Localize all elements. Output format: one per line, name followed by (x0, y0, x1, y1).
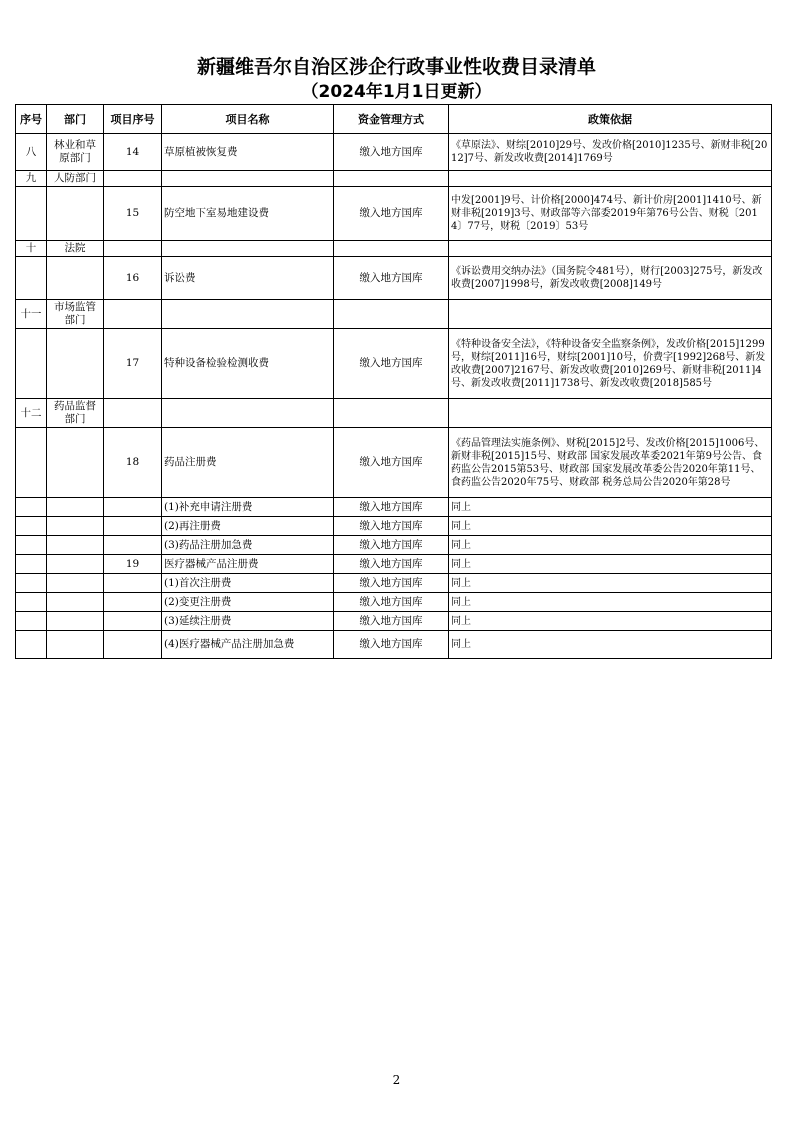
cell-dept (47, 428, 104, 498)
cell-item-seq (104, 498, 162, 517)
cell-dept: 林业和草原部门 (47, 134, 104, 171)
cell-item-name: (3)延续注册费 (162, 612, 334, 631)
table-row (16, 498, 772, 517)
table-header-row (16, 105, 772, 134)
cell-seq (16, 536, 47, 555)
cell-seq (16, 257, 47, 300)
policy-basis-text: 《诉讼费用交纳办法》（国务院令481号），财行[2003]275号，新发改收费[2007]1998号，新发改收费[2008]149号 (451, 266, 763, 290)
cell-item-seq (104, 399, 162, 428)
cell-item-seq: 18 (104, 428, 162, 498)
cell-seq: 八 (16, 134, 47, 171)
table-row (16, 555, 772, 574)
cell-dept (47, 187, 104, 241)
cell-policy-basis (449, 187, 772, 241)
table-row (16, 428, 772, 498)
table-row (16, 536, 772, 555)
cell-policy-basis (449, 399, 772, 428)
cell-dept (47, 555, 104, 574)
table-row (16, 134, 772, 171)
cell-dept (47, 536, 104, 555)
table-row (16, 631, 772, 659)
table-row (16, 300, 772, 329)
cell-item-name: 医疗器械产品注册费 (162, 555, 334, 574)
cell-dept (47, 257, 104, 300)
cell-item-seq: 15 (104, 187, 162, 241)
cell-item-seq (104, 612, 162, 631)
header-dept: 部门 (47, 105, 104, 134)
cell-item-seq (104, 631, 162, 659)
cell-dept (47, 574, 104, 593)
cell-item-name: (1)补充申请注册费 (162, 498, 334, 517)
cell-policy-basis (449, 428, 772, 498)
table-row (16, 187, 772, 241)
policy-basis-text: 同上 (451, 615, 471, 627)
cell-seq (16, 612, 47, 631)
header-seq: 序号 (16, 105, 47, 134)
cell-fund-mgmt: 缴入地方国库 (334, 555, 449, 574)
policy-basis-text: 同上 (451, 577, 471, 589)
cell-policy-basis (449, 300, 772, 329)
cell-item-seq: 14 (104, 134, 162, 171)
cell-item-seq (104, 171, 162, 187)
cell-fund-mgmt: 缴入地方国库 (334, 498, 449, 517)
policy-basis-text: 同上 (451, 501, 471, 513)
cell-seq (16, 498, 47, 517)
cell-dept (47, 612, 104, 631)
cell-seq: 十一 (16, 300, 47, 329)
cell-item-seq: 17 (104, 329, 162, 399)
cell-fund-mgmt: 缴入地方国库 (334, 428, 449, 498)
cell-item-name: (2)变更注册费 (162, 593, 334, 612)
document-title: 新疆维吾尔自治区涉企行政事业性收费目录清单 (196, 56, 596, 78)
cell-seq (16, 574, 47, 593)
cell-item-name: (3)药品注册加急费 (162, 536, 334, 555)
cell-policy-basis (449, 241, 772, 257)
cell-policy-basis (449, 171, 772, 187)
cell-dept (47, 517, 104, 536)
cell-dept (47, 329, 104, 399)
cell-fund-mgmt: 缴入地方国库 (334, 187, 449, 241)
cell-item-seq: 19 (104, 555, 162, 574)
cell-policy-basis (449, 329, 772, 399)
table-row (16, 574, 772, 593)
fee-catalog-table (15, 104, 772, 659)
cell-policy-basis (449, 498, 772, 517)
cell-fund-mgmt (334, 399, 449, 428)
cell-item-name: (4)医疗器械产品注册加急费 (162, 631, 334, 659)
table-row (16, 593, 772, 612)
cell-dept: 法院 (47, 241, 104, 257)
cell-item-seq (104, 241, 162, 257)
cell-item-name (162, 300, 334, 329)
cell-item-name: 特种设备检验检测收费 (162, 329, 334, 399)
cell-fund-mgmt (334, 241, 449, 257)
cell-item-seq (104, 536, 162, 555)
cell-dept: 人防部门 (47, 171, 104, 187)
page-number: 2 (392, 1073, 401, 1087)
cell-policy-basis (449, 612, 772, 631)
cell-dept (47, 593, 104, 612)
cell-seq (16, 593, 47, 612)
cell-seq (16, 631, 47, 659)
cell-policy-basis (449, 134, 772, 171)
cell-fund-mgmt: 缴入地方国库 (334, 631, 449, 659)
cell-seq: 十二 (16, 399, 47, 428)
policy-basis-text: 同上 (451, 558, 471, 570)
cell-item-seq (104, 593, 162, 612)
cell-seq (16, 329, 47, 399)
cell-fund-mgmt: 缴入地方国库 (334, 134, 449, 171)
cell-fund-mgmt: 缴入地方国库 (334, 574, 449, 593)
cell-fund-mgmt: 缴入地方国库 (334, 612, 449, 631)
cell-dept: 药品监督部门 (47, 399, 104, 428)
table-row (16, 399, 772, 428)
cell-item-name: 防空地下室易地建设费 (162, 187, 334, 241)
cell-item-name: 药品注册费 (162, 428, 334, 498)
cell-fund-mgmt: 缴入地方国库 (334, 536, 449, 555)
cell-dept (47, 498, 104, 517)
cell-item-name (162, 241, 334, 257)
cell-item-seq (104, 574, 162, 593)
header-item-name: 项目名称 (162, 105, 334, 134)
table-row (16, 257, 772, 300)
cell-policy-basis (449, 631, 772, 659)
policy-basis-text: 《特种设备安全法》，《特种设备安全监察条例》，发改价格[2015]1299号，财综[2011]16号，财综[2001]10号，价费字[1992]268号、新发改收费[2007]2167号、新发改收费[2010]269号、新财非税[2011]4号、新发改收费[2011]1738号、新发改收费[2018]585号 (451, 338, 766, 389)
cell-policy-basis (449, 555, 772, 574)
cell-policy-basis (449, 574, 772, 593)
document-subtitle: （2024年1月1日更新） (301, 82, 492, 102)
policy-basis-text: 《草原法》、财综[2010]29号、发改价格[2010]1235号、新财非税[2012]7号、新发改收费[2014]1769号 (451, 140, 768, 164)
cell-policy-basis (449, 536, 772, 555)
cell-fund-mgmt (334, 300, 449, 329)
cell-item-seq (104, 517, 162, 536)
policy-basis-text: 中发[2001]9号、计价格[2000]474号、新计价房[2001]1410号、新财非税[2019]3号、财政部等六部委2019年第76号公告、财税〔2014〕77号，财税〔2019〕53号 (451, 195, 762, 232)
cell-seq (16, 187, 47, 241)
policy-basis-text: 同上 (451, 639, 471, 650)
cell-policy-basis (449, 517, 772, 536)
policy-basis-text: 同上 (451, 596, 471, 608)
cell-item-seq (104, 300, 162, 329)
cell-item-name (162, 399, 334, 428)
cell-item-name: (2)再注册费 (162, 517, 334, 536)
table-row (16, 241, 772, 257)
cell-item-name: 诉讼费 (162, 257, 334, 300)
cell-policy-basis (449, 593, 772, 612)
cell-seq: 九 (16, 171, 47, 187)
policy-basis-text: 同上 (451, 520, 471, 532)
policy-basis-text: 同上 (451, 539, 471, 551)
cell-fund-mgmt: 缴入地方国库 (334, 257, 449, 300)
cell-item-name: 草原植被恢复费 (162, 134, 334, 171)
cell-dept: 市场监管部门 (47, 300, 104, 329)
cell-seq (16, 517, 47, 536)
table-row (16, 329, 772, 399)
cell-item-seq: 16 (104, 257, 162, 300)
cell-seq (16, 555, 47, 574)
cell-seq (16, 428, 47, 498)
cell-item-name: (1)首次注册费 (162, 574, 334, 593)
cell-fund-mgmt: 缴入地方国库 (334, 517, 449, 536)
header-fund-mgmt: 资金管理方式 (334, 105, 449, 134)
policy-basis-text: 《药品管理法实施条例》、财税[2015]2号、发改价格[2015]1006号、新财非税[2015]15号、财政部 国家发展改革委2021年第9号公告、食药监公告2015第53号、财政部 国家发展改革委公告2020年第11号、食药监公告2020年75号、财政部 税务总局公告2020年第28号 (451, 437, 765, 488)
table-row (16, 612, 772, 631)
cell-policy-basis (449, 257, 772, 300)
table-row (16, 171, 772, 187)
cell-fund-mgmt: 缴入地方国库 (334, 329, 449, 399)
cell-seq: 十 (16, 241, 47, 257)
cell-fund-mgmt: 缴入地方国库 (334, 593, 449, 612)
table-row (16, 517, 772, 536)
header-policy-basis: 政策依据 (449, 105, 772, 134)
cell-dept (47, 631, 104, 659)
cell-item-name (162, 171, 334, 187)
cell-fund-mgmt (334, 171, 449, 187)
header-item-seq: 项目序号 (104, 105, 162, 134)
